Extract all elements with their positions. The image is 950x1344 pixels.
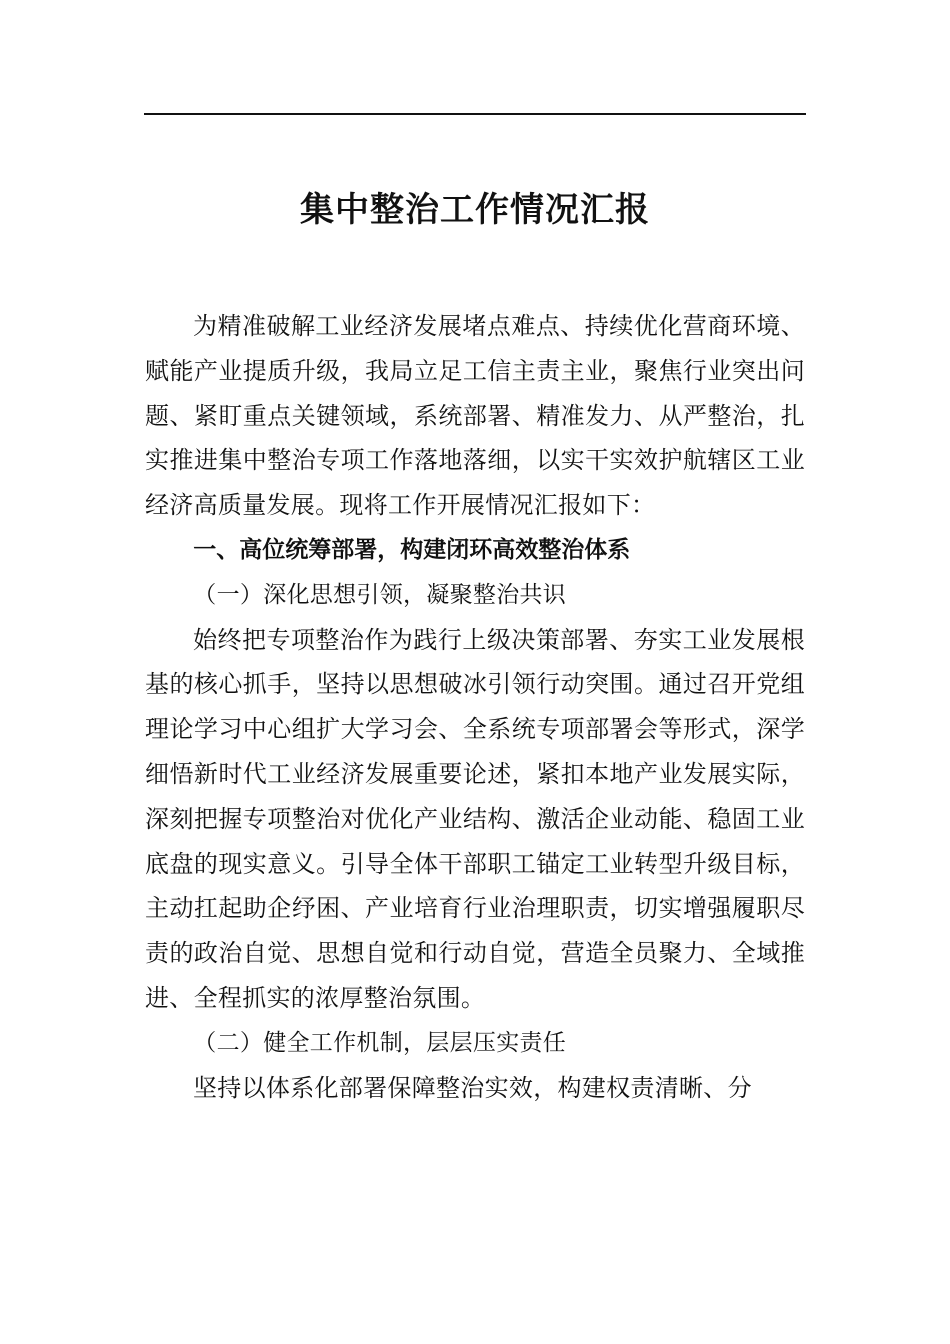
document-body [145, 304, 805, 1110]
subsection-2-heading: （二）健全工作机制，层层压实责任 [193, 1029, 567, 1056]
header-rule [144, 113, 806, 115]
subsection-1-paragraph: 始终把专项整治作为践行上级决策部署、夯实工业发展根基的核心抓手，坚持以思想破冰引领行动突围。通过召开党组理论学习中心组扩大学习会、全系统专项部署会等形式，深学细悟新时代工业经济发展重要论述，紧扣本地产业发展实际，深刻把握专项整治对优化产业结构、激活企业动能、稳固工业底盘的现实意义。引导全体干部职工锚定工业转型升级目标，主动扛起助企纾困、产业培育行业治理职责，切实增强履职尽责的政治自觉、思想自觉和行动自觉，营造全员聚力、全域推进、全程抓实的浓厚整治氛围。 [145, 625, 805, 1012]
subsection-2-paragraph: 坚持以体系化部署保障整治实效，构建权责清晰、分 [193, 1073, 752, 1102]
section-1-heading: 一、高位统筹部署，构建闭环高效整治体系 [193, 536, 631, 563]
document-title: 集中整治工作情况汇报 [300, 190, 650, 230]
intro-paragraph: 为精准破解工业经济发展堵点难点、持续优化营商环境、赋能产业提质升级，我局立足工信主责主业，聚焦行业突出问题、紧盯重点关键领域，系统部署、精准发力、从严整治，扎实推进集中整治专项工作落地落细，以实干实效护航辖区工业经济高质量发展。现将工作开展情况汇报如下： [145, 312, 805, 520]
subsection-1-heading: （一）深化思想引领，凝聚整治共识 [193, 581, 567, 608]
